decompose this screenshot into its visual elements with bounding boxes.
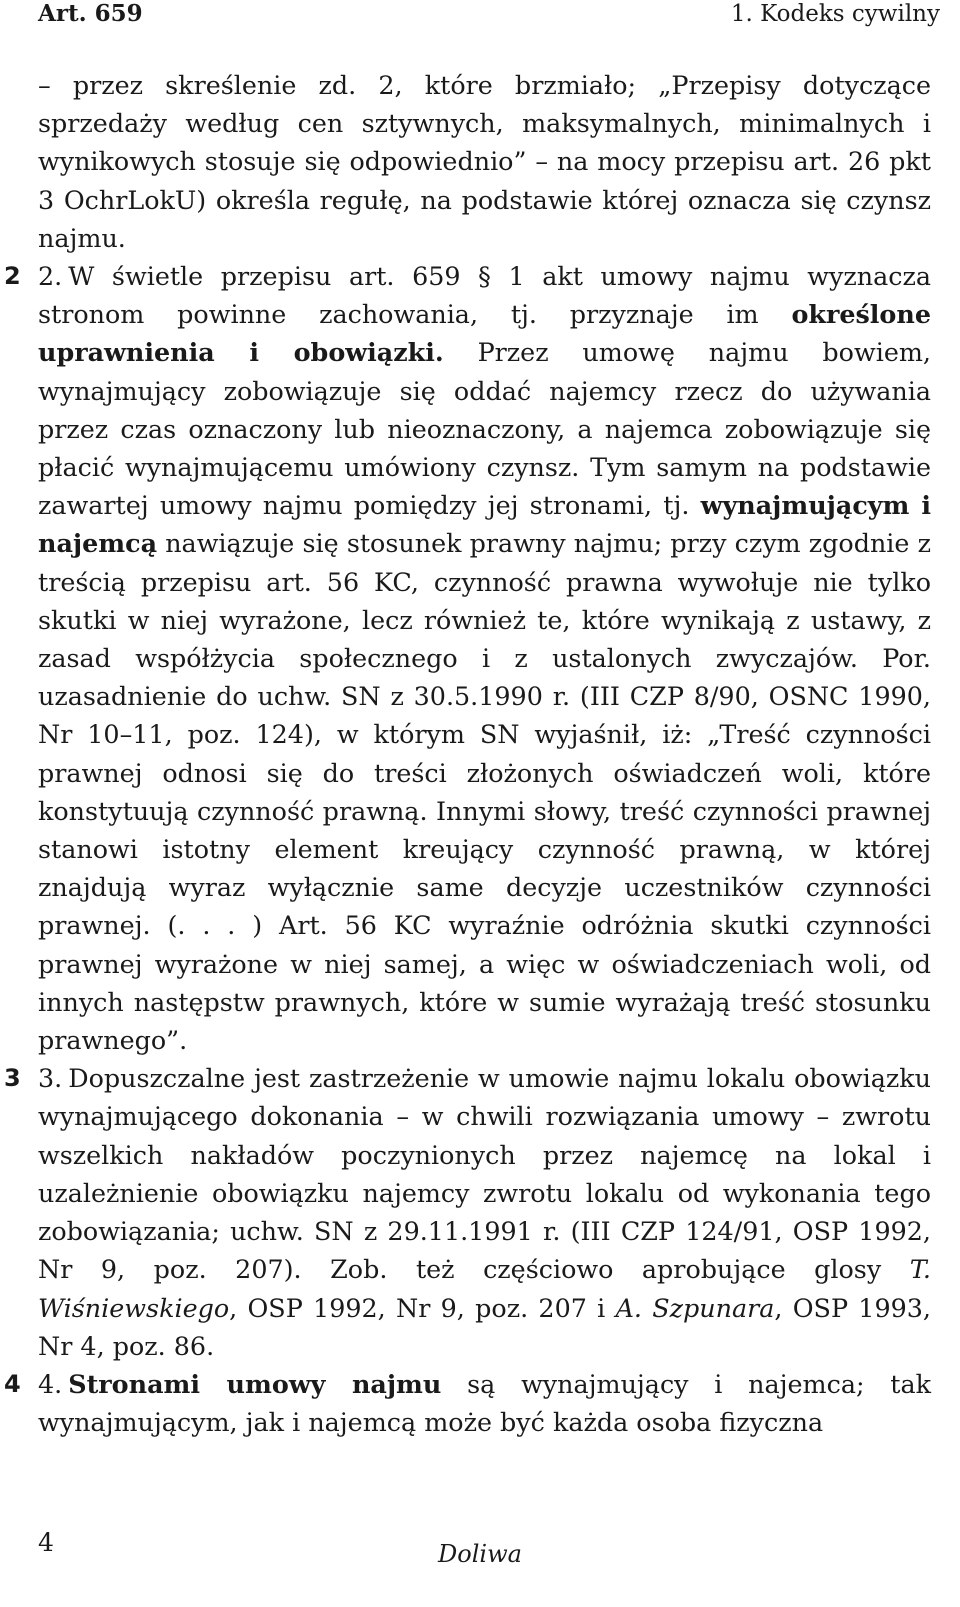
code-title: 1. Kodeks cywilny xyxy=(730,1,940,27)
paragraph-2 xyxy=(4,257,932,1059)
author-name: A. Szpunara xyxy=(615,1292,775,1323)
bold-term: określone uprawnienia i obowiązki. xyxy=(38,299,931,368)
page-number: 4 xyxy=(38,1528,54,1557)
bold-term: wynajmującym i najemcą xyxy=(38,490,932,559)
paragraph-number: 3. xyxy=(38,1063,63,1094)
paragraph-text: Dopuszczalne jest zastrzeżenie w umowie najmu lokalu obowiązku wynajmującego dokonania – w chwili rozwiązania umowy – zwrotu wszelkich nakładów poczynionych przez najemcę na lokal i uzależnienie obowiązku najemcy zwrotu lokalu od wykonania tego zobowiązania; uchw. SN z 29.11.1991 r. (III CZP 124/91, OSP 1992, Nr 9, poz. 207). Zob. też częściowo aprobujące glosy xyxy=(38,1063,931,1285)
margin-number: 4 xyxy=(4,1369,21,1398)
paragraph-text: – przez skreślenie zd. 2, które brzmiało; „Przepisy dotyczące sprzedaży według cen sztywnych, maksymalnych, minimalnych i wynikowych stosuje się odpowiednio” – na mocy przepisu art. 26 pkt 3 OchrLokU) określa regułę, na podstawie której oznacza się czynsz najmu. xyxy=(38,70,931,253)
publisher-name: Doliwa xyxy=(438,1540,522,1568)
paragraph-text: Przez umowę najmu bowiem, wynajmujący zobowiązuje się oddać najemcy rzecz do używania przez czas oznaczony lub nieoznaczony, a najemca zobowiązuje się płacić wynajmującemu umówiony czynsz. Tym samym na podstawie zawartej umowy najmu pomiędzy jej stronami, tj. xyxy=(38,337,931,521)
paragraph-text: nawiązuje się stosunek prawny najmu; przy czym zgodnie z treścią przepisu art. 56 KC, czynność prawna wywołuje nie tylko skutki w niej wyrażone, lecz również te, które wynikają z ustawy, z zasad współżycia społecznego i z ustalonych zwyczajów. Por. uzasadnienie do uchw. SN z 30.5.1990 r. (III CZP 8/90, OSNC 1990, Nr 10–11, poz. 124), w którym SN wyjaśnił, iż: „Treść czynności prawnej odnosi się do treści złożonych oświadczeń woli, które konstytuują czynność prawną. Innymi słowy, treść czynności prawnej stanowi istotny element kreujący czynność prawną, w której znajdują wyraz wyłącznie same decyzje uczestników czynności prawnej. (. . . ) Art. 56 KC wyraźnie odróżnia skutki czynności prawnej wyrażone w niej samej, a więc w oświadczeniach woli, od innych następstw prawnych, które w sumie wyrażają treść stosunku prawnego”. xyxy=(38,528,931,1056)
margin-number: 3 xyxy=(4,1064,21,1093)
running-header xyxy=(38,0,940,34)
paragraph-3 xyxy=(4,1059,931,1365)
paragraph-text: , OSP 1992, Nr 9, poz. 207 i xyxy=(229,1292,616,1323)
paragraph-number: 2. xyxy=(38,261,63,292)
paragraph-text: W świetle przepisu art. 659 § 1 akt umowy najmu wyznacza stronom powinne zachowania, tj. przyznaje im xyxy=(38,261,931,330)
body-text xyxy=(4,66,932,1441)
paragraph-number: 4. xyxy=(38,1368,63,1399)
paragraph-text: są wynajmujący i najemca; tak wynajmującym, jak i najemcą może być każda osoba fizyczna xyxy=(38,1368,931,1438)
paragraph-text: , OSP 1993, Nr 4, poz. 86. xyxy=(38,1292,931,1361)
margin-number: 2 xyxy=(4,262,21,291)
author-name: T. Wiśniewskiego xyxy=(38,1254,931,1323)
paragraph-4 xyxy=(4,1365,931,1441)
bold-term: Stronami umowy najmu xyxy=(68,1368,442,1399)
article-number: Art. 659 xyxy=(38,0,143,27)
paragraph-continuation xyxy=(38,66,931,257)
